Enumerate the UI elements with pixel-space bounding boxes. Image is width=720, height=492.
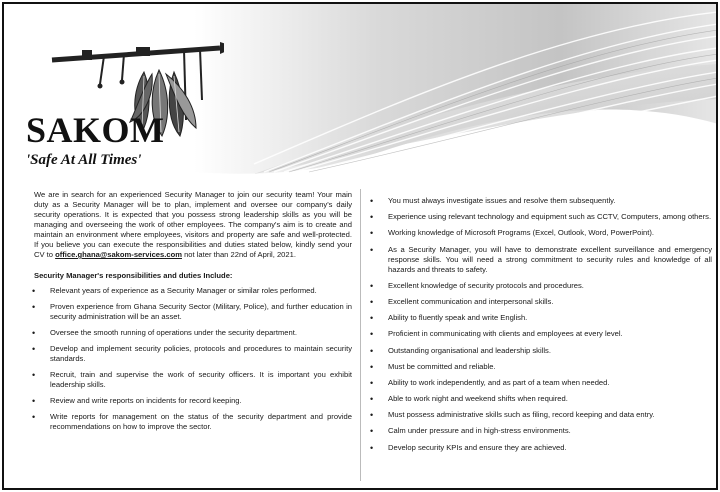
list-item: • Calm under pressure and in high-stress environments. — [372, 426, 712, 436]
list-item: • Develop and implement security policies, protocols and procedures to maintain security standards. — [34, 344, 352, 364]
contact-email[interactable]: office.ghana@sakom-services.com — [55, 250, 182, 259]
requirements-list — [372, 196, 712, 453]
job-advert — [2, 2, 718, 490]
list-item: • Excellent knowledge of security protocols and procedures. — [372, 281, 712, 291]
intro-text: We are in search for an experienced Security Manager to join our security team! Your main duty as a Security Manager will be to plan, implement and oversee our company's daily security operations. It is expected that you possess strong leadership skills as you will be managing and overseeing the work of other employees. The company's aim is to create and maintain an environment where employees, visitors and property are safe and well-protected. If you believe you can execute the responsibilities and duties stated below, kindly send your CV to — [34, 190, 352, 259]
company-tagline: 'Safe At All Times' — [26, 152, 142, 168]
list-item: • Excellent communication and interpersonal skills. — [372, 297, 712, 307]
list-item: • Recruit, train and supervise the work of security officers. It is important you exhibit leadership skills. — [34, 370, 352, 390]
responsibilities-heading: Security Manager's responsibilities and duties Include: — [34, 271, 233, 280]
list-item: • Working knowledge of Microsoft Programs (Excel, Outlook, Word, PowerPoint). — [372, 228, 712, 238]
list-item: • Experience using relevant technology and equipment such as CCTV, Computers, among others. — [372, 212, 712, 222]
list-item: • Proficient in communicating with clients and employees at every level. — [372, 329, 712, 339]
list-item: • Must be committed and reliable. — [372, 362, 712, 372]
responsibilities-list — [34, 286, 352, 432]
intro-paragraph — [34, 190, 352, 260]
list-item: • Proven experience from Ghana Security Sector (Military, Police), and further education in security administration will be an asset. — [34, 302, 352, 322]
decorative-swoosh — [194, 4, 718, 179]
intro-deadline: not later than 22nd of April, 2021. — [181, 250, 296, 259]
company-name: SAKOM — [26, 110, 165, 150]
list-item: • Outstanding organisational and leadership skills. — [372, 346, 712, 356]
column-divider — [360, 189, 361, 481]
list-item: • Must possess administrative skills such as filing, record keeping and data entry. — [372, 410, 712, 420]
list-item: • Ability to fluently speak and write English. — [372, 313, 712, 323]
list-item: • You must always investigate issues and resolve them subsequently. — [372, 196, 712, 206]
list-item: • Oversee the smooth running of operations under the security department. — [34, 328, 352, 338]
list-item: • Develop security KPIs and ensure they are achieved. — [372, 443, 712, 453]
list-item: • Ability to work independently, and as part of a team when needed. — [372, 378, 712, 388]
list-item: • Able to work night and weekend shifts when required. — [372, 394, 712, 404]
list-item: • Relevant years of experience as a Security Manager or similar roles performed. — [34, 286, 352, 296]
list-item: • As a Security Manager, you will have to demonstrate excellent surveillance and emergency response skills. You will need a strong commitment to security rules and knowledge of all hazards and threats to safety. — [372, 245, 712, 275]
list-item: • Review and write reports on incidents for record keeping. — [34, 396, 352, 406]
list-item: • Write reports for management on the status of the security department and provide recommendations on how to improve the sector. — [34, 412, 352, 432]
left-column — [34, 190, 352, 438]
right-column — [372, 196, 712, 459]
